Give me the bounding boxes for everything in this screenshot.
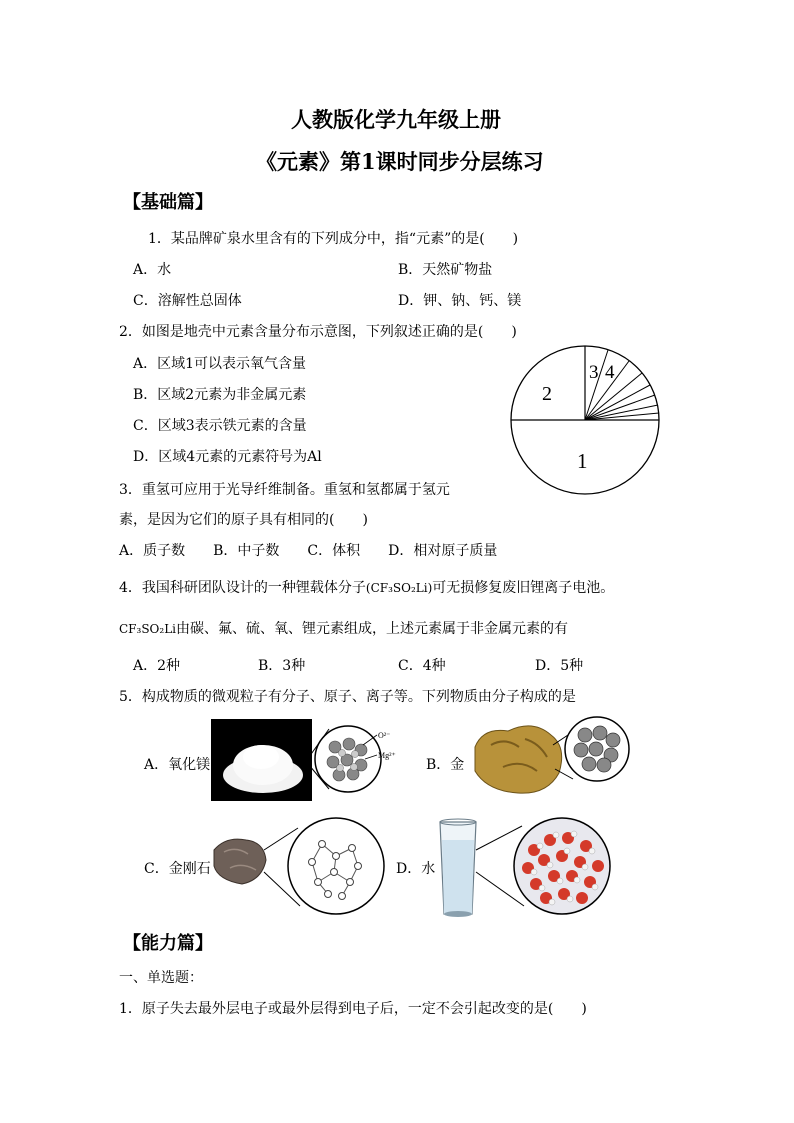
crust-element-pie-diagram <box>505 340 665 500</box>
q5-option-c: C．金刚石 <box>144 861 211 877</box>
q3-stem-line-2: 素，是因为它们的原子具有相同的( ) <box>119 512 368 528</box>
oxide-ion-label: O²⁻ <box>378 731 391 740</box>
q1-option-a: A．水 <box>133 262 172 278</box>
q3-stem-line-1: 3．重氢可应用于光导纤维制备。重氢和氢都属于氢元 <box>119 482 450 498</box>
q2-option-d: D．区域4元素的元素符号为Al <box>133 449 322 465</box>
ability-q1-stem: 1．原子失去最外层电子或最外层得到电子后，一定不会引起改变的是( ) <box>119 1001 587 1017</box>
q4-option-d: D．5种 <box>535 658 584 674</box>
q2-option-b: B．区域2元素为非金属元素 <box>133 387 307 403</box>
q5-stem: 5．构成物质的微观粒子有分子、原子、离子等。下列物质由分子构成的是 <box>119 689 576 705</box>
q4-formula: CF₃SO₂Li <box>119 622 176 636</box>
q4-option-c: C．4种 <box>398 658 446 674</box>
pie-label-2: 2 <box>542 383 552 405</box>
q1-option-c: C．溶解性总固体 <box>133 293 242 309</box>
water-glass-image <box>436 810 646 920</box>
q4-option-a: A．2种 <box>133 658 181 674</box>
q4-stem-post: 可无损修复废旧锂离子电池。 <box>432 580 615 596</box>
q5-option-d: D．水 <box>396 861 436 877</box>
q2-option-a: A．区域1可以表示氧气含量 <box>133 356 307 372</box>
q4-stem-line-1 <box>119 577 614 597</box>
q2-stem: 2．如图是地壳中元素含量分布示意图，下列叙述正确的是( ) <box>119 324 517 340</box>
q3-options: A．质子数 B．中子数 C．体积 D．相对原子质量 <box>119 543 498 559</box>
q4-stem-2: 由碳、氟、硫、氧、锂元素组成，上述元素属于非金属元素的有 <box>176 621 568 637</box>
q5-option-a: A．氧化镁 <box>144 757 211 773</box>
title-line-2: 《元素》第1课时同步分层练习 <box>256 149 544 174</box>
q1-option-b: B．天然矿物盐 <box>398 262 493 278</box>
magnesium-ion-label: Mg²⁺ <box>378 751 396 760</box>
section-ability: 【能力篇】 <box>123 933 213 954</box>
pie-label-1: 1 <box>577 449 588 473</box>
pie-label-4: 4 <box>605 362 615 383</box>
q1-stem: 1．某品牌矿泉水里含有的下列成分中，指“元素”的是( ) <box>148 231 519 247</box>
title-line-1: 人教版化学九年级上册 <box>291 107 501 132</box>
diamond-image <box>212 810 408 920</box>
gold-image <box>463 707 639 803</box>
section-basic: 【基础篇】 <box>123 192 213 213</box>
q2-option-c: C．区域3表示铁元素的含量 <box>133 418 307 434</box>
q5-option-b: B．金 <box>426 757 465 773</box>
q4-stem-line-2 <box>119 618 568 638</box>
q4-formula-paren: (CF₃SO₂Li) <box>365 581 433 595</box>
q4-option-b: B．3种 <box>258 658 306 674</box>
q4-stem-pre: 4．我国科研团队设计的一种锂载体分子 <box>119 580 366 596</box>
q1-option-d: D．钾、钠、钙、镁 <box>398 293 522 309</box>
pie-label-3: 3 <box>589 362 599 383</box>
part-1-heading: 一、单选题： <box>119 970 203 986</box>
magnesium-oxide-image <box>211 717 407 803</box>
